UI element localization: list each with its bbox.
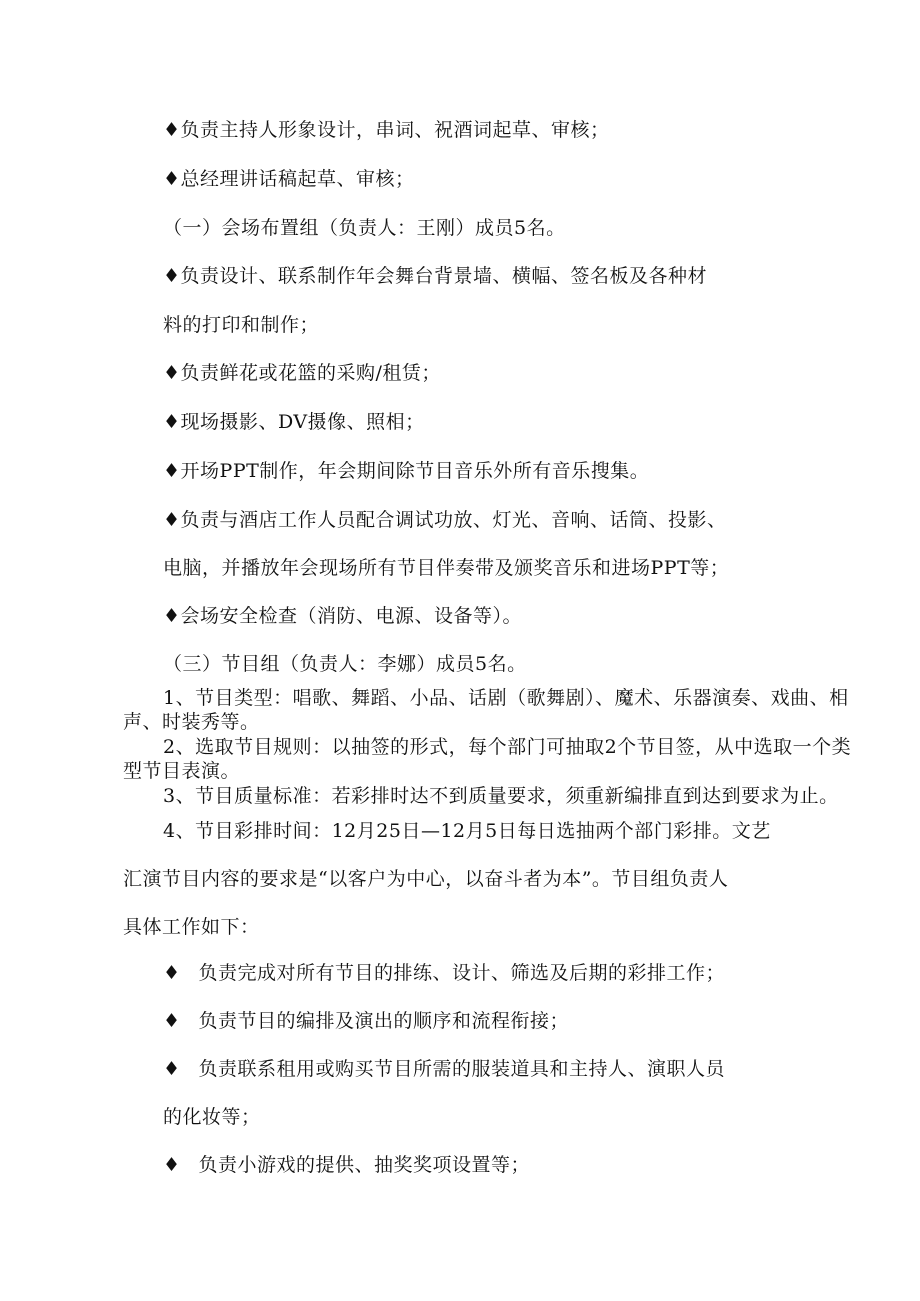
- text-line: 2、选取节目规则：以抽签的形式，每个部门可抽取2个节目签，从中选取一个类: [163, 736, 852, 758]
- diamond-bullet-icon: ♦: [163, 962, 181, 984]
- diamond-bullet-icon: ♦: [163, 1058, 181, 1080]
- text-line: ♦会场安全检查（消防、电源、设备等）。: [163, 605, 523, 627]
- text-line: 汇演节目内容的要求是“以客户为中心，以奋斗者为本”。节目组负责人: [123, 868, 729, 890]
- diamond-bullet-icon: ♦: [163, 1010, 181, 1032]
- text-line: 型节目表演。: [123, 760, 241, 782]
- text-line: ♦现场摄影、DV摄像、照相；: [163, 411, 425, 433]
- text-line: ♦负责主持人形象设计，串词、祝酒词起草、审核；: [163, 119, 610, 141]
- text-line: 电脑，并播放年会现场所有节目伴奏带及颁奖音乐和进场PPT等；: [163, 557, 730, 579]
- list-item-text: 负责完成对所有节目的排练、设计、筛选及后期的彩排工作；: [198, 962, 726, 984]
- list-item-text: 负责节目的编排及演出的顺序和流程衔接；: [198, 1010, 570, 1032]
- text-line: 4、节目彩排时间：12月25日—12月5日每日选抽两个部门彩排。文艺: [163, 820, 771, 842]
- text-line: ♦负责鲜花或花篮的采购/租赁；: [163, 362, 441, 384]
- list-item-continuation: [163, 1105, 261, 1129]
- list-item-text: 负责联系租用或购买节目所需的服装道具和主持人、演职人员: [198, 1058, 726, 1080]
- text-line: 具体工作如下：: [123, 916, 260, 938]
- list-item: [163, 1009, 569, 1033]
- section-heading: （一）会场布置组（负责人：王刚）成员5名。: [163, 217, 566, 239]
- text-line: ♦开场PPT制作，年会期间除节目音乐外所有音乐搜集。: [163, 460, 650, 482]
- list-item: [163, 961, 725, 985]
- text-line: ♦负责与酒店工作人员配合调试功放、灯光、音响、话筒、投影、: [163, 509, 727, 531]
- list-item: [163, 1153, 530, 1177]
- list-item: [163, 1057, 725, 1081]
- list-item-text: 负责小游戏的提供、抽奖奖项设置等；: [198, 1154, 531, 1176]
- text-line: 3、节目质量标准：若彩排时达不到质量要求，须重新编排直到达到要求为止。: [163, 785, 839, 807]
- diamond-bullet-icon: ♦: [163, 1154, 181, 1176]
- text-line: ♦总经理讲话稿起草、审核；: [163, 168, 415, 190]
- text-line: 料的打印和制作；: [163, 314, 320, 336]
- text-line: 1、节目类型：唱歌、舞蹈、小品、话剧（歌舞剧）、魔术、乐器演奏、戏曲、相: [163, 687, 849, 709]
- list-item-text: 的化妆等；: [163, 1106, 261, 1128]
- text-line: ♦负责设计、联系制作年会舞台背景墙、横幅、签名板及各种材: [163, 265, 708, 287]
- section-heading: （三）节目组（负责人：李娜）成员5名。: [163, 653, 527, 675]
- text-line: 声、时装秀等。: [123, 711, 260, 733]
